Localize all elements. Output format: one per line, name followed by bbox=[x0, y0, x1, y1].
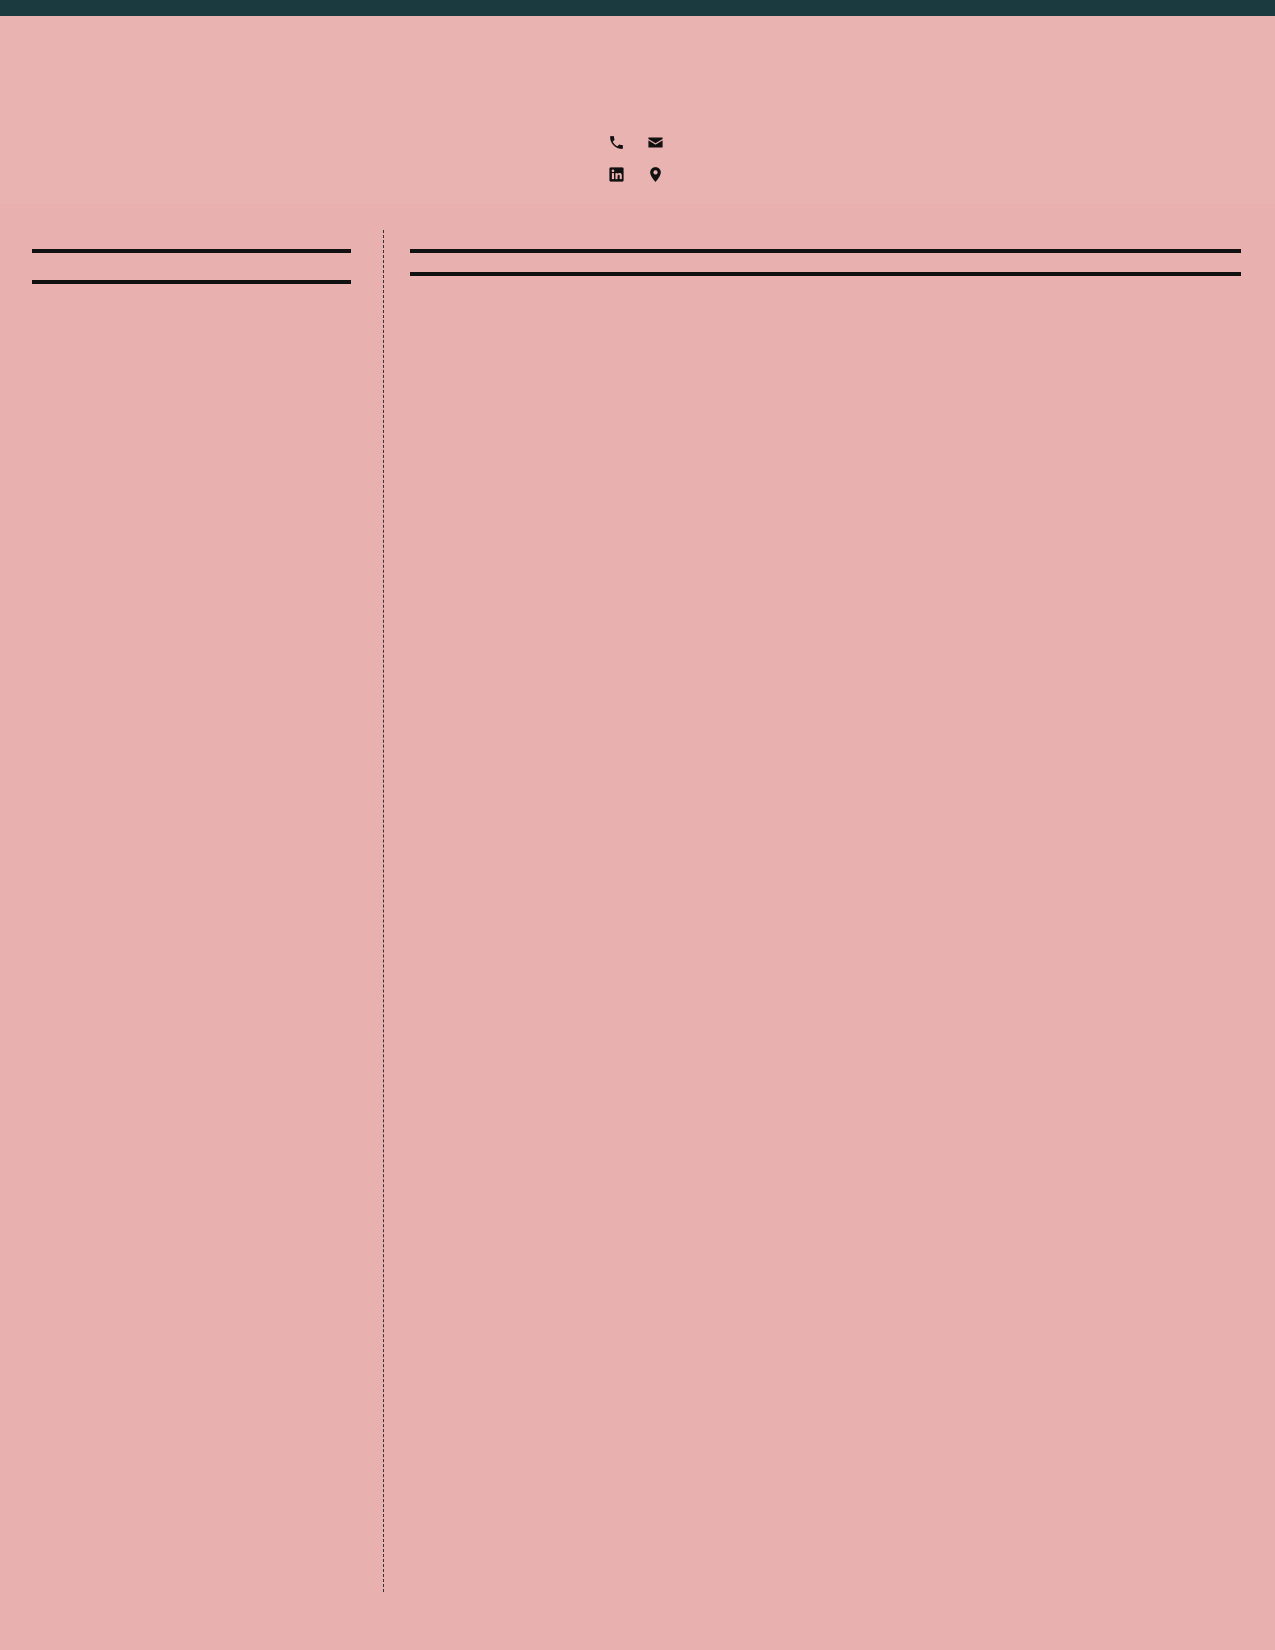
linkedin-icon bbox=[608, 166, 625, 183]
right-column bbox=[410, 244, 1241, 276]
strengths-heading bbox=[32, 244, 351, 253]
envelope-icon bbox=[647, 134, 664, 151]
map-pin-icon bbox=[647, 166, 664, 183]
left-column bbox=[32, 244, 351, 296]
phone-contact bbox=[608, 134, 629, 151]
contact-row-2 bbox=[0, 166, 1275, 183]
location-contact bbox=[647, 166, 668, 183]
skills-section bbox=[32, 275, 351, 296]
column-divider bbox=[383, 230, 384, 1592]
top-accent-bar bbox=[0, 0, 1275, 16]
resume-header bbox=[0, 16, 1275, 204]
summary-heading bbox=[410, 244, 1241, 253]
skills-heading bbox=[32, 275, 351, 284]
skills-list bbox=[32, 284, 351, 296]
experience-section bbox=[410, 267, 1241, 276]
experience-heading bbox=[410, 267, 1241, 276]
linkedin-contact[interactable] bbox=[608, 166, 629, 183]
contact-row-1 bbox=[0, 134, 1275, 151]
phone-icon bbox=[608, 134, 625, 151]
email-contact[interactable] bbox=[647, 134, 668, 151]
